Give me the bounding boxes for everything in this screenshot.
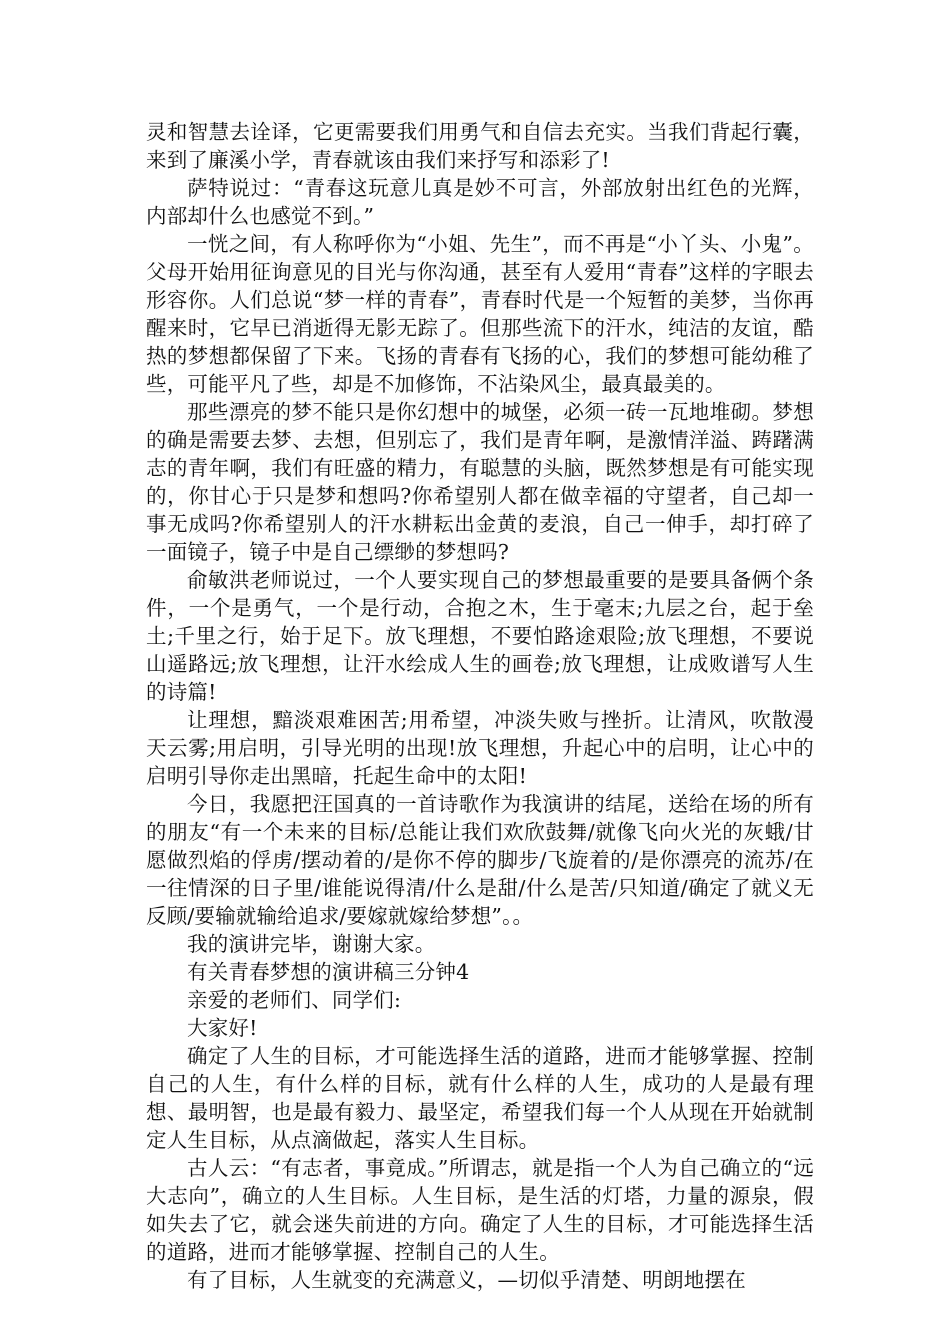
salutation: 亲爱的老师们、同学们: [187, 988, 402, 1012]
paragraph: 那些漂亮的梦不能只是你幻想中的城堡，必须一砖一瓦地堆砌。梦想的确是需要去梦、去想，但别忘了，我们是青年啊，是激情洋溢、踌躇满志的青年啊，我们有旺盛的精力，有聪慧的头脑，既然梦想是有可能实现的，你甘心于只是梦和想吗?你希望别人都在做幸福的守望者，自己却一事无成吗?你希望别人的汗水耕耘出金黄的麦浪，自己一伸手，却打碎了一面镜子，镜子中是自己缥缈的梦想吗? [146, 400, 814, 564]
document-body [146, 118, 814, 1294]
paragraph: 今日，我愿把汪国真的一首诗歌作为我演讲的结尾，送给在场的所有的朋友“有一个未来的目标/总能让我们欢欣鼓舞/就像飞向火光的灰蛾/甘愿做烈焰的俘虏/摆动着的/是你不停的脚步/飞旋着的/是你漂亮的流苏/在一往情深的日子里/谁能说得清/什么是甜/什么是苦/只知道/确定了就义无反顾/要输就输给追求/要嫁就嫁给梦想”。。 [146, 792, 814, 928]
paragraph: 有了目标，人生就变的充满意义，—切似乎清楚、明朗地摆在 [187, 1268, 746, 1292]
section-title: 有关青春梦想的演讲稿三分钟4 [187, 960, 470, 984]
paragraph: 确定了人生的目标，才可能选择生活的道路，进而才能够掌握、控制自己的人生，有什么样的目标，就有什么样的人生，成功的人是最有理想、最明智，也是最有毅力、最坚定，希望我们每一个人从现在开始就制定人生目标，从点滴做起，落实人生目标。 [146, 1044, 814, 1152]
paragraph: 让理想，黯淡艰难困苦;用希望，冲淡失败与挫折。让清风，吹散漫天云雾;用启明，引导光明的出现!放飞理想，升起心中的启明，让心中的启明引导你走出黑暗，托起生命中的太阳! [146, 708, 814, 788]
paragraph: 我的演讲完毕，谢谢大家。 [187, 932, 436, 956]
greeting: 大家好! [187, 1016, 258, 1040]
paragraph: 俞敏洪老师说过，一个人要实现自己的梦想最重要的是要具备俩个条件，一个是勇气，一个是行动，合抱之木，生于毫末;九层之台，起于垒土;千里之行，始于足下。放飞理想，不要怕路途艰险;放飞理想，不要说山遥路远;放飞理想，让汗水绘成人生的画卷;放飞理想，让成败谱写人生的诗篇! [146, 568, 814, 704]
paragraph: 古人云：“有志者，事竟成。”所谓志，就是指一个人为自己确立的“远大志向”，确立的人生目标。人生目标，是生活的灯塔，力量的源泉，假如失去了它，就会迷失前进的方向。确定了人生的目标，才可能选择生活的道路，进而才能够掌握、控制自己的人生。 [146, 1156, 814, 1264]
paragraph: 一恍之间，有人称呼你为“小姐、先生”，而不再是“小丫头、小鬼”。父母开始用征询意见的目光与你沟通，甚至有人爱用“青春”这样的字眼去形容你。人们总说“梦一样的青春”，青春时代是一个短暂的美梦，当你再醒来时，它早已消逝得无影无踪了。但那些流下的汗水，纯洁的友谊，酷热的梦想都保留了下来。飞扬的青春有飞扬的心，我们的梦想可能幼稚了些，可能平凡了些，却是不加修饰，不沾染风尘，最真最美的。 [146, 232, 814, 396]
paragraph: 萨特说过：“青春这玩意儿真是妙不可言，外部放射出红色的光辉，内部却什么也感觉不到。” [146, 176, 814, 228]
paragraph: 灵和智慧去诠译，它更需要我们用勇气和自信去充实。当我们背起行囊，来到了廉溪小学，青春就该由我们来抒写和添彩了! [146, 120, 814, 172]
